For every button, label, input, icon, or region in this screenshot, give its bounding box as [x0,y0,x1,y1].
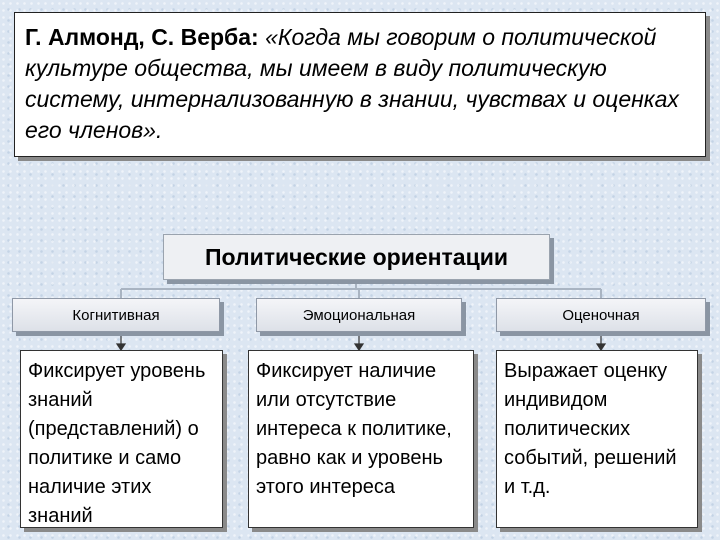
heading-cognitive: Когнитивная [12,298,220,332]
description-evaluative: Выражает оценку индивидом политических событий, решений и т.д. [496,350,698,528]
description-cognitive: Фиксирует уровень знаний (представлений) о политике и само наличие этих знаний [20,350,223,528]
diagram-title: Политические ориентации [163,234,550,280]
heading-evaluative: Оценочная [496,298,706,332]
heading-emotional: Эмоциональная [256,298,462,332]
quote-author: Г. Алмонд, С. Верба: [25,24,266,50]
description-emotional: Фиксирует наличие или отсутствие интереса к политике, равно как и уровень этого интереса [248,350,474,528]
quote-text: «Когда мы говорим о политической культуре общества, мы имеем в виду политическую систему, интернализованную в знании, чувствах и оценках его членов». [25,24,679,143]
